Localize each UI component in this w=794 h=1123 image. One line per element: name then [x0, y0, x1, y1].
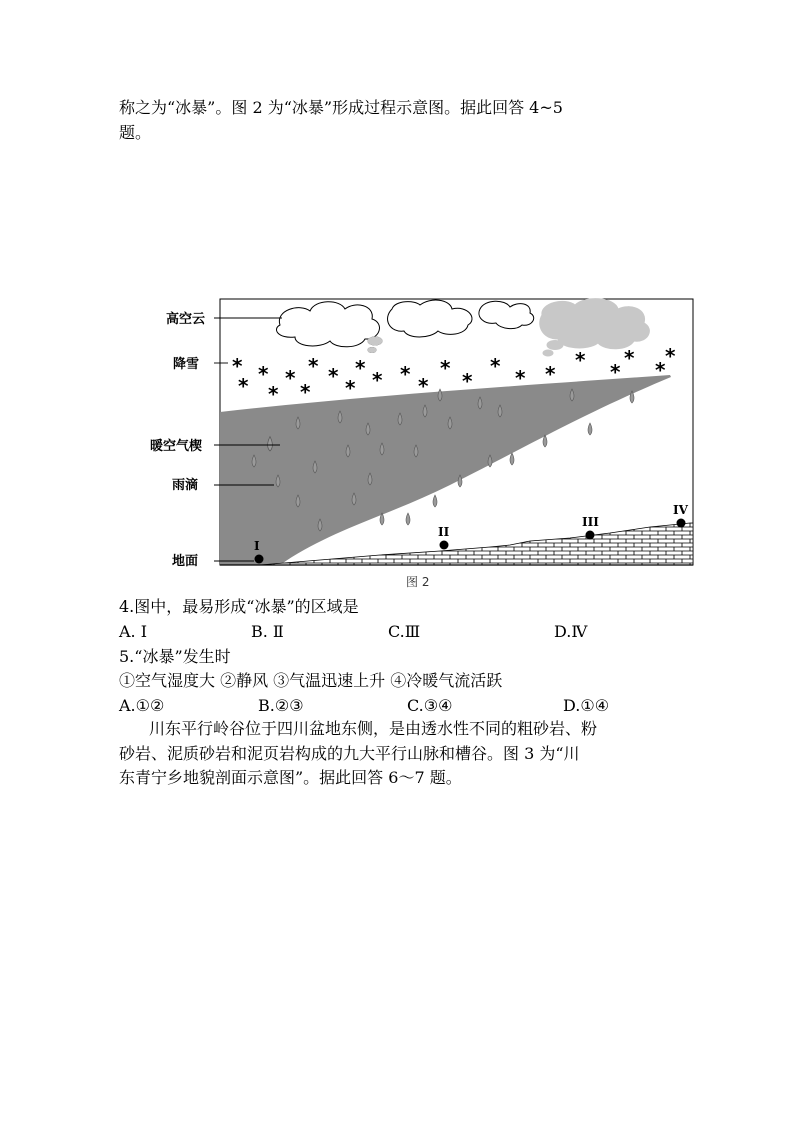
q5-option-c[interactable]: C.③④	[407, 696, 453, 715]
svg-text:*: *	[328, 364, 339, 388]
svg-text:*: *	[515, 366, 526, 390]
svg-text:*: *	[418, 374, 429, 398]
svg-text:*: *	[355, 356, 366, 380]
point-i-label: I	[254, 539, 260, 553]
passage-2-line-2: 砂岩、泥质砂岩和泥页岩构成的九大平行山脉和槽谷。图 3 为“川	[119, 744, 580, 763]
question-4-stem: 4.图中，最易形成“冰暴”的区域是	[119, 597, 359, 616]
passage-2-line-1: 川东平行岭谷位于四川盆地东侧，是由透水性不同的粗砂岩、粉	[149, 719, 598, 738]
point-ii-marker	[440, 541, 449, 550]
q5-option-d[interactable]: D.①④	[563, 696, 610, 715]
intro-line-1: 称之为“冰暴”。图 2 为“冰暴”形成过程示意图。据此回答 4~5	[119, 98, 563, 117]
svg-text:*: *	[258, 362, 269, 386]
label-warm-wedge: 暖空气楔	[150, 439, 203, 454]
label-cloud: 高空云	[166, 312, 206, 327]
point-iii-marker	[586, 531, 595, 540]
intro-line-2: 题。	[119, 123, 152, 142]
svg-text:*: *	[462, 369, 473, 393]
q4-option-d[interactable]: D.Ⅳ	[554, 622, 588, 641]
label-snow: 降雪	[173, 357, 200, 372]
label-rain: 雨滴	[172, 478, 199, 493]
svg-text:*: *	[624, 346, 635, 370]
svg-text:*: *	[345, 376, 356, 400]
svg-text:*: *	[440, 356, 451, 380]
figure-caption: 图 2	[406, 575, 430, 589]
icestorm-figure	[150, 295, 710, 595]
passage-2-line-3: 东青宁乡地貌剖面示意图”。据此回答 6～7 题。	[119, 768, 462, 787]
svg-text:*: *	[238, 374, 249, 398]
svg-text:*: *	[285, 366, 296, 390]
q5-option-a[interactable]: A.①②	[119, 696, 165, 715]
icestorm-diagram	[150, 295, 710, 595]
point-iii-label: III	[582, 515, 599, 529]
point-iv-label: IV	[673, 503, 688, 517]
svg-text:*: *	[655, 358, 666, 382]
svg-text:*: *	[490, 354, 501, 378]
point-iv-marker	[677, 519, 686, 528]
label-ground: 地面	[172, 554, 199, 569]
q5-option-b[interactable]: B.②③	[258, 696, 304, 715]
point-i-marker	[255, 555, 264, 564]
svg-text:*: *	[308, 354, 319, 378]
svg-text:*: *	[300, 380, 311, 404]
svg-text:*: *	[372, 368, 383, 392]
svg-text:*: *	[665, 344, 676, 368]
svg-text:*: *	[232, 354, 243, 378]
point-ii-label: II	[438, 525, 450, 539]
q4-option-a[interactable]: A. Ⅰ	[119, 622, 148, 641]
q4-option-c[interactable]: C.Ⅲ	[388, 622, 421, 641]
svg-text:*: *	[610, 360, 621, 384]
question-5-stem: 5.“冰暴”发生时	[119, 647, 231, 666]
svg-text:*: *	[400, 362, 411, 386]
svg-text:*: *	[545, 362, 556, 386]
question-5-items: ①空气湿度大 ②静风 ③气温迅速上升 ④冷暖气流活跃	[119, 671, 503, 690]
svg-text:*: *	[575, 348, 586, 372]
q4-option-b[interactable]: B. Ⅱ	[251, 622, 284, 641]
svg-text:*: *	[268, 382, 279, 406]
